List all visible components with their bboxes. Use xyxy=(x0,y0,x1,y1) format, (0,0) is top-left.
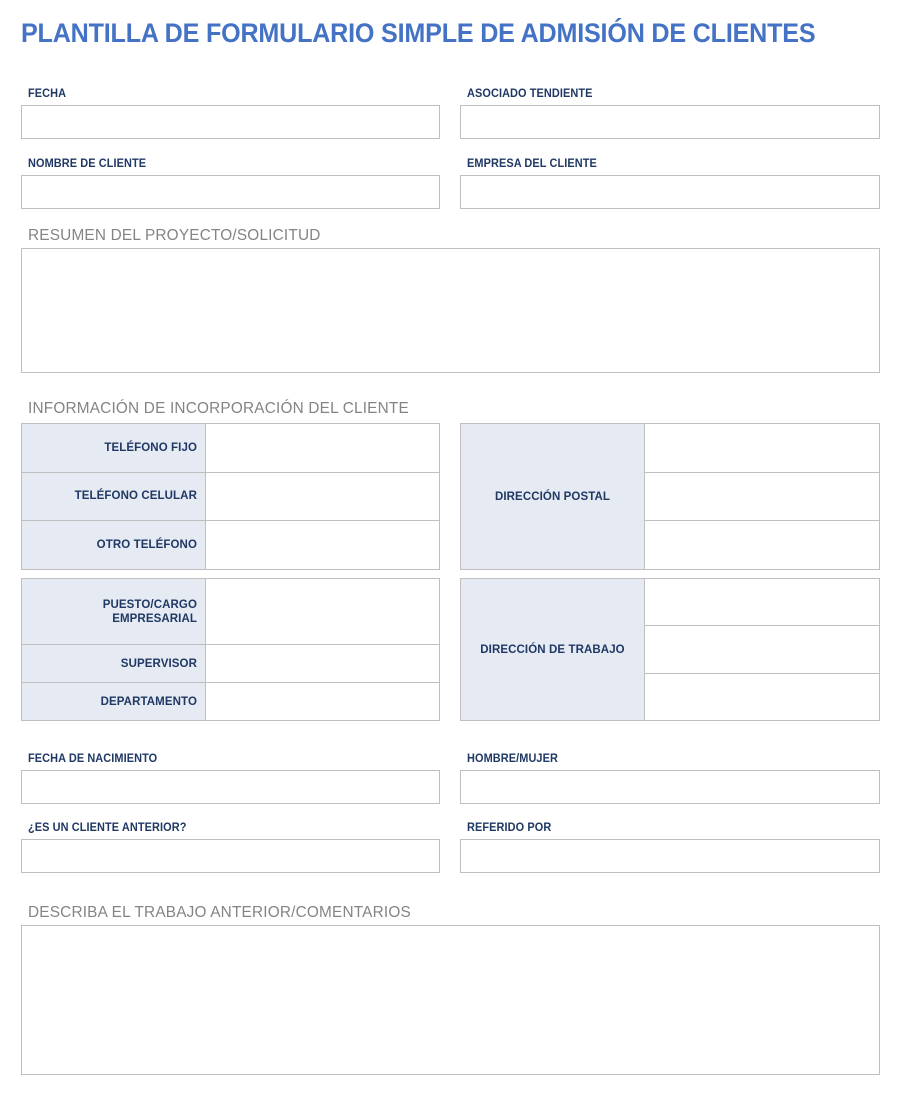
input-hombre-mujer[interactable] xyxy=(460,770,880,804)
cell-value-direccion-trabajo-2[interactable] xyxy=(645,626,880,673)
table-telefonos xyxy=(21,423,440,570)
cell-value-telefono-celular[interactable] xyxy=(206,472,440,521)
cell-value-direccion-postal-1[interactable] xyxy=(645,424,880,473)
cell-value-otro-telefono[interactable] xyxy=(206,521,440,570)
cell-label-telefono-fijo: TELÉFONO FIJO xyxy=(22,424,206,473)
table-row xyxy=(22,683,440,721)
label-es-un-cliente-anterior: ¿ES UN CLIENTE ANTERIOR? xyxy=(28,822,187,834)
table-row xyxy=(461,579,880,626)
table-row xyxy=(22,579,440,645)
table-row xyxy=(461,424,880,473)
cell-value-telefono-fijo[interactable] xyxy=(206,424,440,473)
label-asociado-tendiente: ASOCIADO TENDIENTE xyxy=(467,88,593,100)
cell-value-puesto-cargo-empresarial[interactable] xyxy=(206,579,440,645)
table-direccion-trabajo xyxy=(460,578,880,721)
cell-label-supervisor: SUPERVISOR xyxy=(22,645,206,683)
input-fecha[interactable] xyxy=(21,105,440,139)
input-es-un-cliente-anterior[interactable] xyxy=(21,839,440,873)
cell-value-direccion-trabajo-1[interactable] xyxy=(645,579,880,626)
textarea-resumen-proyecto[interactable] xyxy=(21,248,880,373)
cell-label-puesto-cargo-empresarial: PUESTO/CARGO EMPRESARIAL xyxy=(22,579,206,645)
cell-label-telefono-celular: TELÉFONO CELULAR xyxy=(22,472,206,521)
cell-value-direccion-postal-3[interactable] xyxy=(645,521,880,570)
label-empresa-del-cliente: EMPRESA DEL CLIENTE xyxy=(467,158,597,170)
label-describa-trabajo-anterior: DESCRIBA EL TRABAJO ANTERIOR/COMENTARIOS xyxy=(28,904,411,921)
table-row xyxy=(22,424,440,473)
input-nombre-de-cliente[interactable] xyxy=(21,175,440,209)
label-fecha-de-nacimiento: FECHA DE NACIMIENTO xyxy=(28,753,158,765)
cell-value-direccion-trabajo-3[interactable] xyxy=(645,673,880,720)
textarea-describa-trabajo-anterior[interactable] xyxy=(21,925,880,1075)
label-resumen-proyecto: RESUMEN DEL PROYECTO/SOLICITUD xyxy=(28,227,321,244)
label-referido-por: REFERIDO POR xyxy=(467,822,552,834)
table-empleo xyxy=(21,578,440,721)
input-referido-por[interactable] xyxy=(460,839,880,873)
cell-value-direccion-postal-2[interactable] xyxy=(645,472,880,521)
label-nombre-de-cliente: NOMBRE DE CLIENTE xyxy=(28,158,147,170)
label-fecha: FECHA xyxy=(28,88,67,100)
input-empresa-del-cliente[interactable] xyxy=(460,175,880,209)
label-hombre-mujer: HOMBRE/MUJER xyxy=(467,753,558,765)
table-row xyxy=(22,521,440,570)
table-direccion-postal xyxy=(460,423,880,570)
cell-value-supervisor[interactable] xyxy=(206,645,440,683)
cell-label-otro-telefono: OTRO TELÉFONO xyxy=(22,521,206,570)
input-asociado-tendiente[interactable] xyxy=(460,105,880,139)
cell-value-departamento[interactable] xyxy=(206,683,440,721)
cell-label-direccion-trabajo: DIRECCIÓN DE TRABAJO xyxy=(461,579,645,721)
section-label-incorporacion: INFORMACIÓN DE INCORPORACIÓN DEL CLIENTE xyxy=(28,400,409,417)
cell-label-departamento: DEPARTAMENTO xyxy=(22,683,206,721)
input-fecha-de-nacimiento[interactable] xyxy=(21,770,440,804)
page-title: PLANTILLA DE FORMULARIO SIMPLE DE ADMISIÓN DE CLIENTES xyxy=(21,18,816,48)
cell-label-direccion-postal: DIRECCIÓN POSTAL xyxy=(461,424,645,570)
table-row xyxy=(22,472,440,521)
table-row xyxy=(22,645,440,683)
